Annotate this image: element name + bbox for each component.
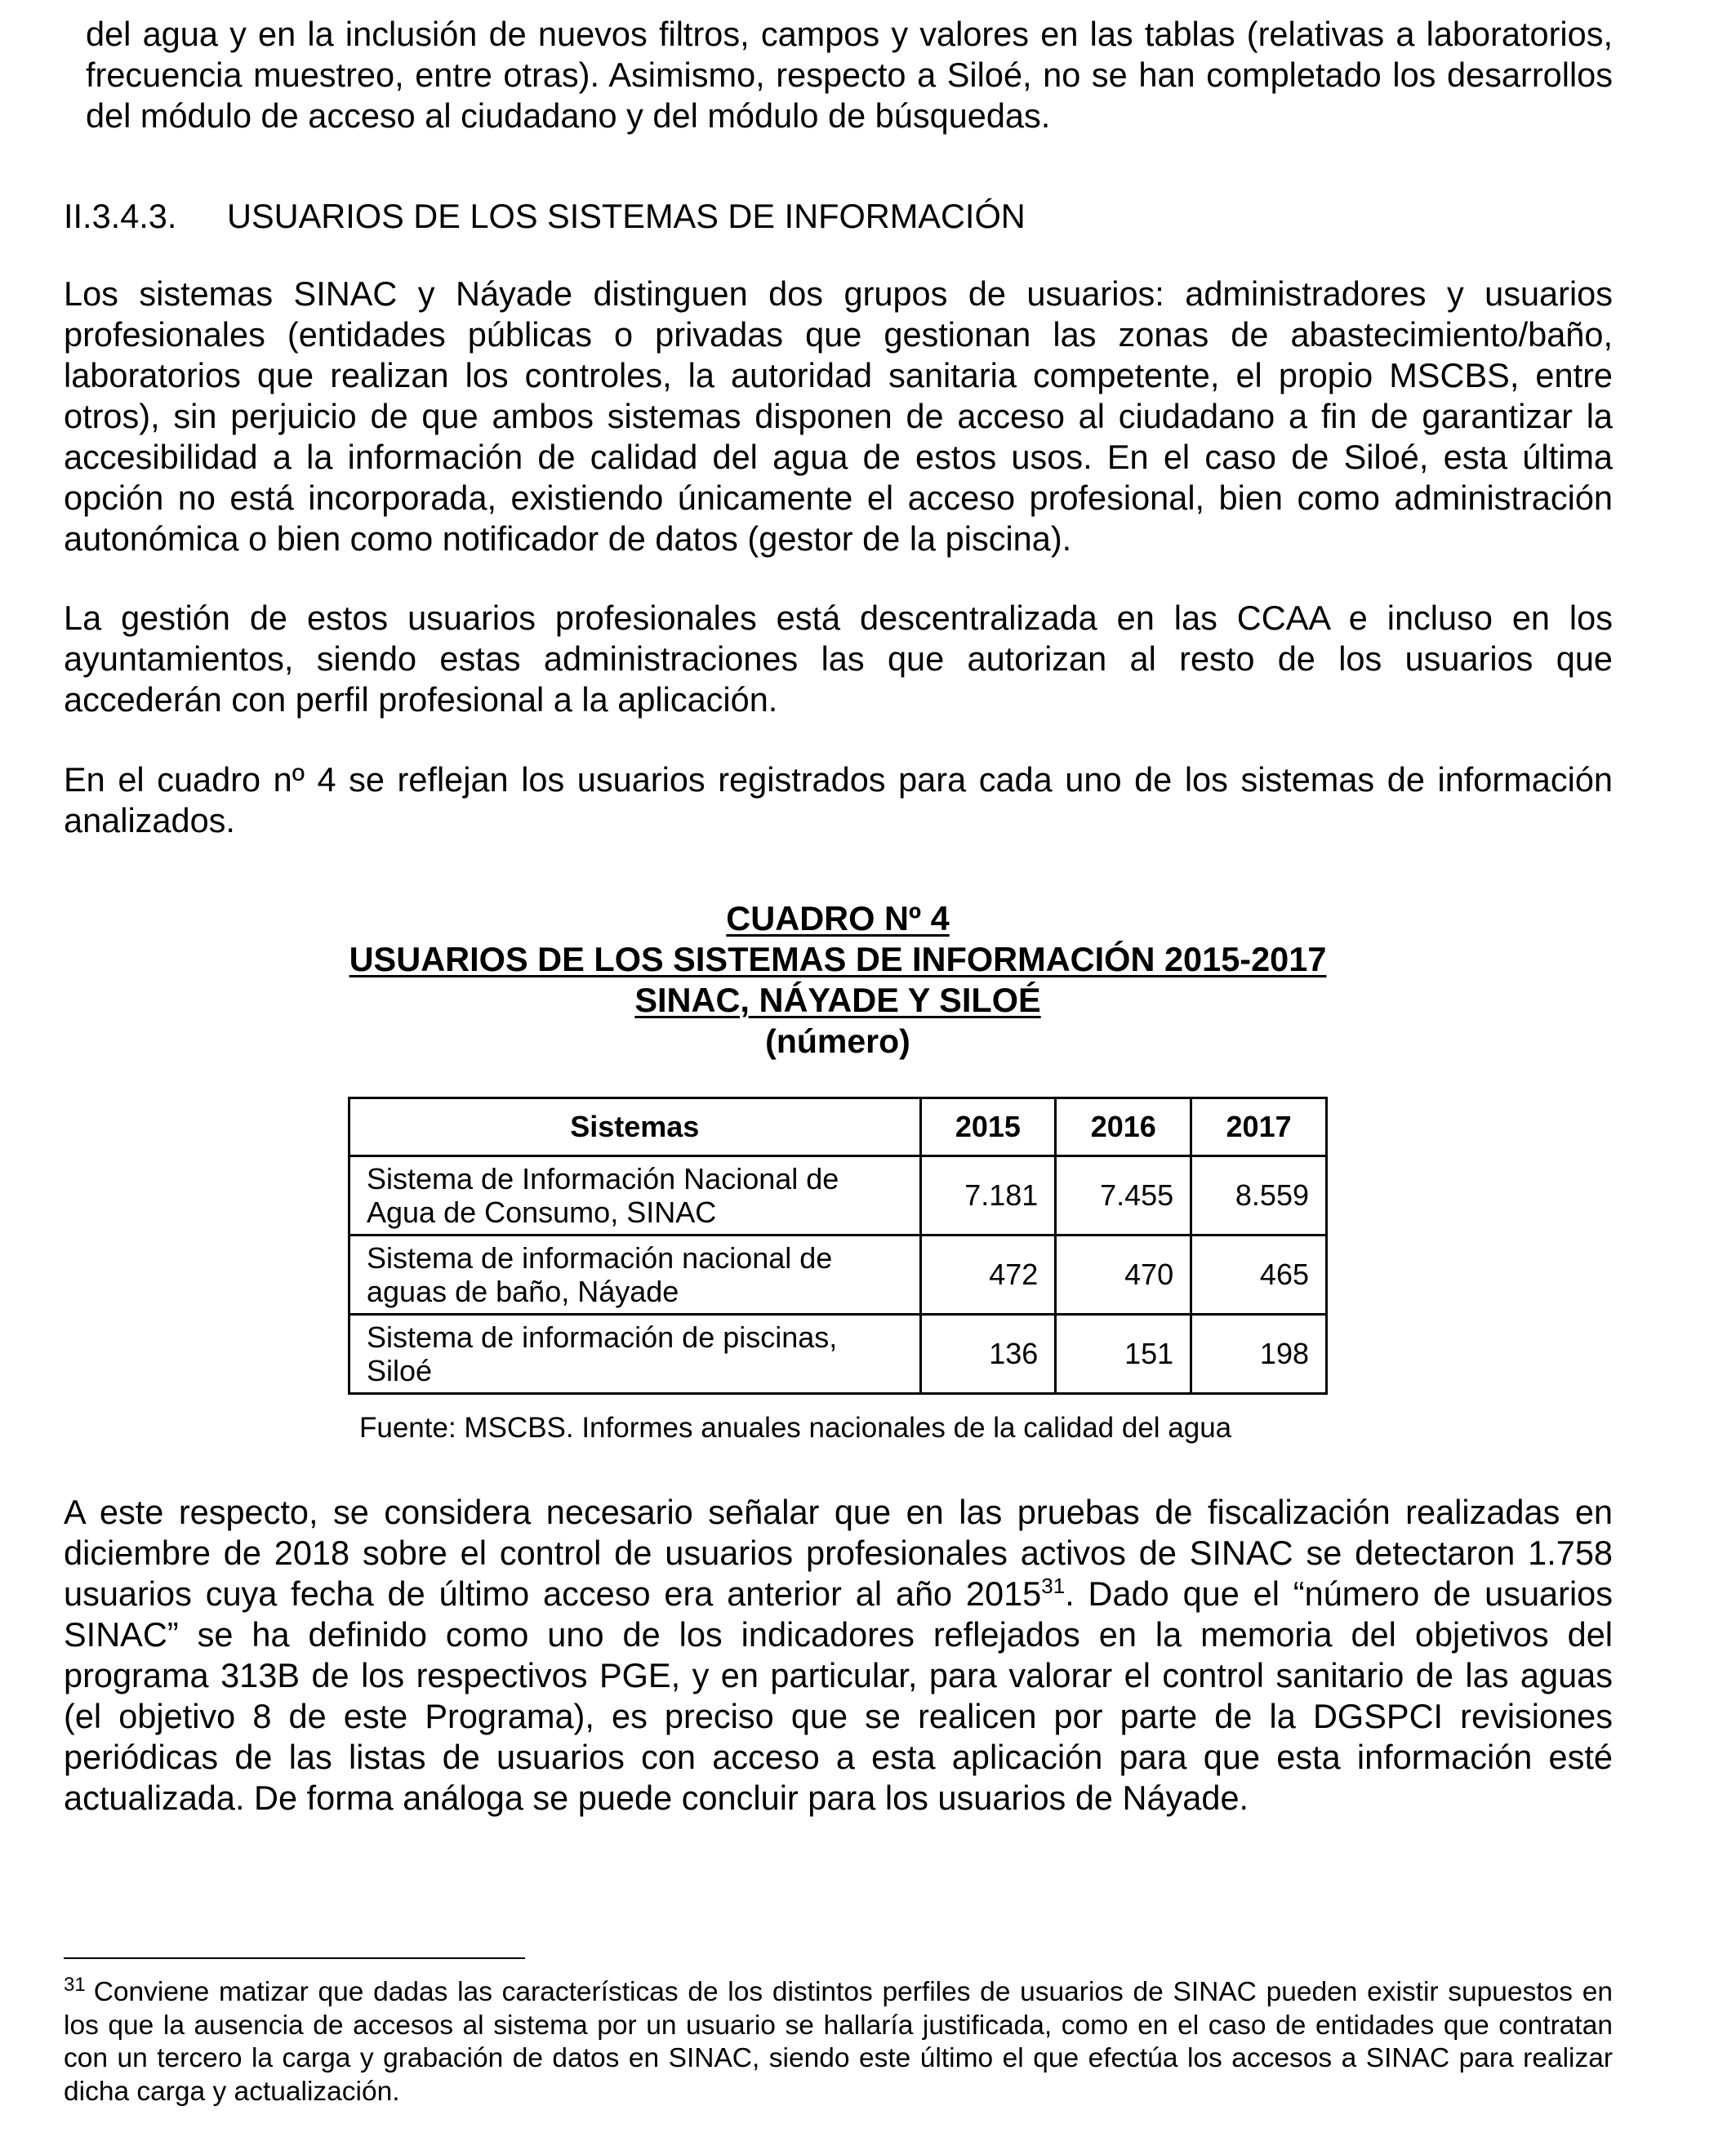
paragraph-3: En el cuadro nº 4 se reflejan los usuarios registrados para cada uno de los sistemas de información analizados. [64, 760, 1613, 839]
section-title: USUARIOS DE LOS SISTEMAS DE INFORMACIÓN [227, 197, 1026, 235]
section-heading [64, 196, 1026, 237]
paragraph-top: del agua y en la inclusión de nuevos filtros, campos y valores en las tablas (relativas a laboratorios, frecuencia muestreo, entre otras). Asimismo, respecto a Siloé, no se han completado los desarrollos del módulo de acceso al ciudadano y del módulo de búsquedas. [86, 15, 1613, 135]
cell-2017: 198 [1191, 1315, 1327, 1394]
footnote-number: 31 [64, 1973, 86, 1996]
header-2015: 2015 [920, 1098, 1056, 1156]
cell-2017: 465 [1191, 1236, 1327, 1315]
row-system-name [349, 1236, 921, 1315]
cell-2015: 136 [920, 1315, 1056, 1394]
footnote [64, 1973, 1613, 2108]
cell-2016: 7.455 [1056, 1156, 1191, 1236]
row-name-line1: Sistema de información nacional de [367, 1241, 833, 1275]
header-2016: 2016 [1056, 1098, 1191, 1156]
cell-2016: 151 [1056, 1315, 1191, 1394]
paragraph-1: Los sistemas SINAC y Náyade distinguen dos grupos de usuarios: administradores y usuarios profesionales (entidades públicas o privadas que gestionan las zonas de abastecimiento/baño, laboratorios que realizan los controles, la autoridad sanitaria competente, el propio MSCBS, entre otros), sin perjuicio de que ambos sistemas disponen de acceso al ciudadano a fin de garantizar la accesibilidad a la información de calidad del agua de estos usos. En el caso de Siloé, esta última opción no está incorporada, existiendo únicamente el acceso profesional, bien como administración autonómica o bien como notificador de datos (gestor de la piscina). [64, 274, 1613, 558]
table-title [0, 898, 1676, 1062]
footnote-text: Conviene matizar que dadas las características de los distintos perfiles de usuarios de SINAC pueden existir supuestos en los que la ausencia de accesos al sistema por un usuario se hallaría justificada, como en el caso de entidades que contratan con un tercero la carga y grabación de datos en SINAC, siendo este último el que efectúa los accesos a SINAC para realizar dicha carga y actualización. [64, 1977, 1613, 2107]
table-row [349, 1156, 1327, 1236]
header-2017: 2017 [1191, 1098, 1327, 1156]
row-name-line2: Siloé [367, 1354, 433, 1387]
table-row [349, 1315, 1327, 1394]
table-title-line1: CUADRO Nº 4 [726, 899, 950, 937]
table-row [349, 1236, 1327, 1315]
row-name-line1: Sistema de Información Nacional de [367, 1162, 839, 1195]
header-sistemas: Sistemas [349, 1098, 921, 1156]
paragraph-4 [64, 1492, 1613, 1819]
footnote-divider [64, 1957, 525, 1959]
table-title-line2: USUARIOS DE LOS SISTEMAS DE INFORMACIÓN 2015-2017 [349, 940, 1327, 978]
row-name-line2: aguas de baño, Náyade [367, 1275, 679, 1308]
row-system-name [349, 1315, 921, 1394]
paragraph-4-part1: A este respecto, se considera necesario señalar que en las pruebas de fiscalización realizadas en diciembre de 2018 sobre el control de usuarios profesionales activos de SINAC se detectaron 1.758 usuarios cuya fecha de último acceso era anterior al año 2015 [64, 1493, 1613, 1613]
footnote-reference[interactable]: 31 [1041, 1574, 1066, 1599]
cell-2016: 470 [1056, 1236, 1191, 1315]
table-title-line3: SINAC, NÁYADE Y SILOÉ [634, 981, 1041, 1019]
row-name-line1: Sistema de información de piscinas, [367, 1320, 838, 1354]
users-table [348, 1097, 1328, 1395]
row-name-line2: Agua de Consumo, SINAC [367, 1195, 717, 1229]
paragraph-2: La gestión de estos usuarios profesionales está descentralizada en las CCAA e incluso en los ayuntamientos, siendo estas administraciones las que autorizan al resto de los usuarios que accederán con perfil profesional a la aplicación. [64, 599, 1613, 719]
paragraph-4-part2: . Dado que el “número de usuarios SINAC” se ha definido como uno de los indicadores reflejados en la memoria del objetivos del programa 313B de los respectivos PGE, y en particular, para valorar el control sanitario de las aguas (el objetivo 8 de este Programa), es preciso que se realicen por parte de la DGSPCI revisiones periódicas de las listas de usuarios con acceso a esta aplicación para que esta información esté actualizada. De forma análoga se puede concluir para los usuarios de Náyade. [64, 1574, 1614, 1817]
cell-2017: 8.559 [1191, 1156, 1327, 1236]
row-system-name [349, 1156, 921, 1236]
table-unit: (número) [765, 1022, 910, 1060]
table-source: Fuente: MSCBS. Informes anuales nacionales de la calidad del agua [359, 1412, 1232, 1444]
section-number: II.3.4.3. [64, 197, 177, 235]
cell-2015: 7.181 [920, 1156, 1056, 1236]
cell-2015: 472 [920, 1236, 1056, 1315]
table-header-row [349, 1098, 1327, 1156]
